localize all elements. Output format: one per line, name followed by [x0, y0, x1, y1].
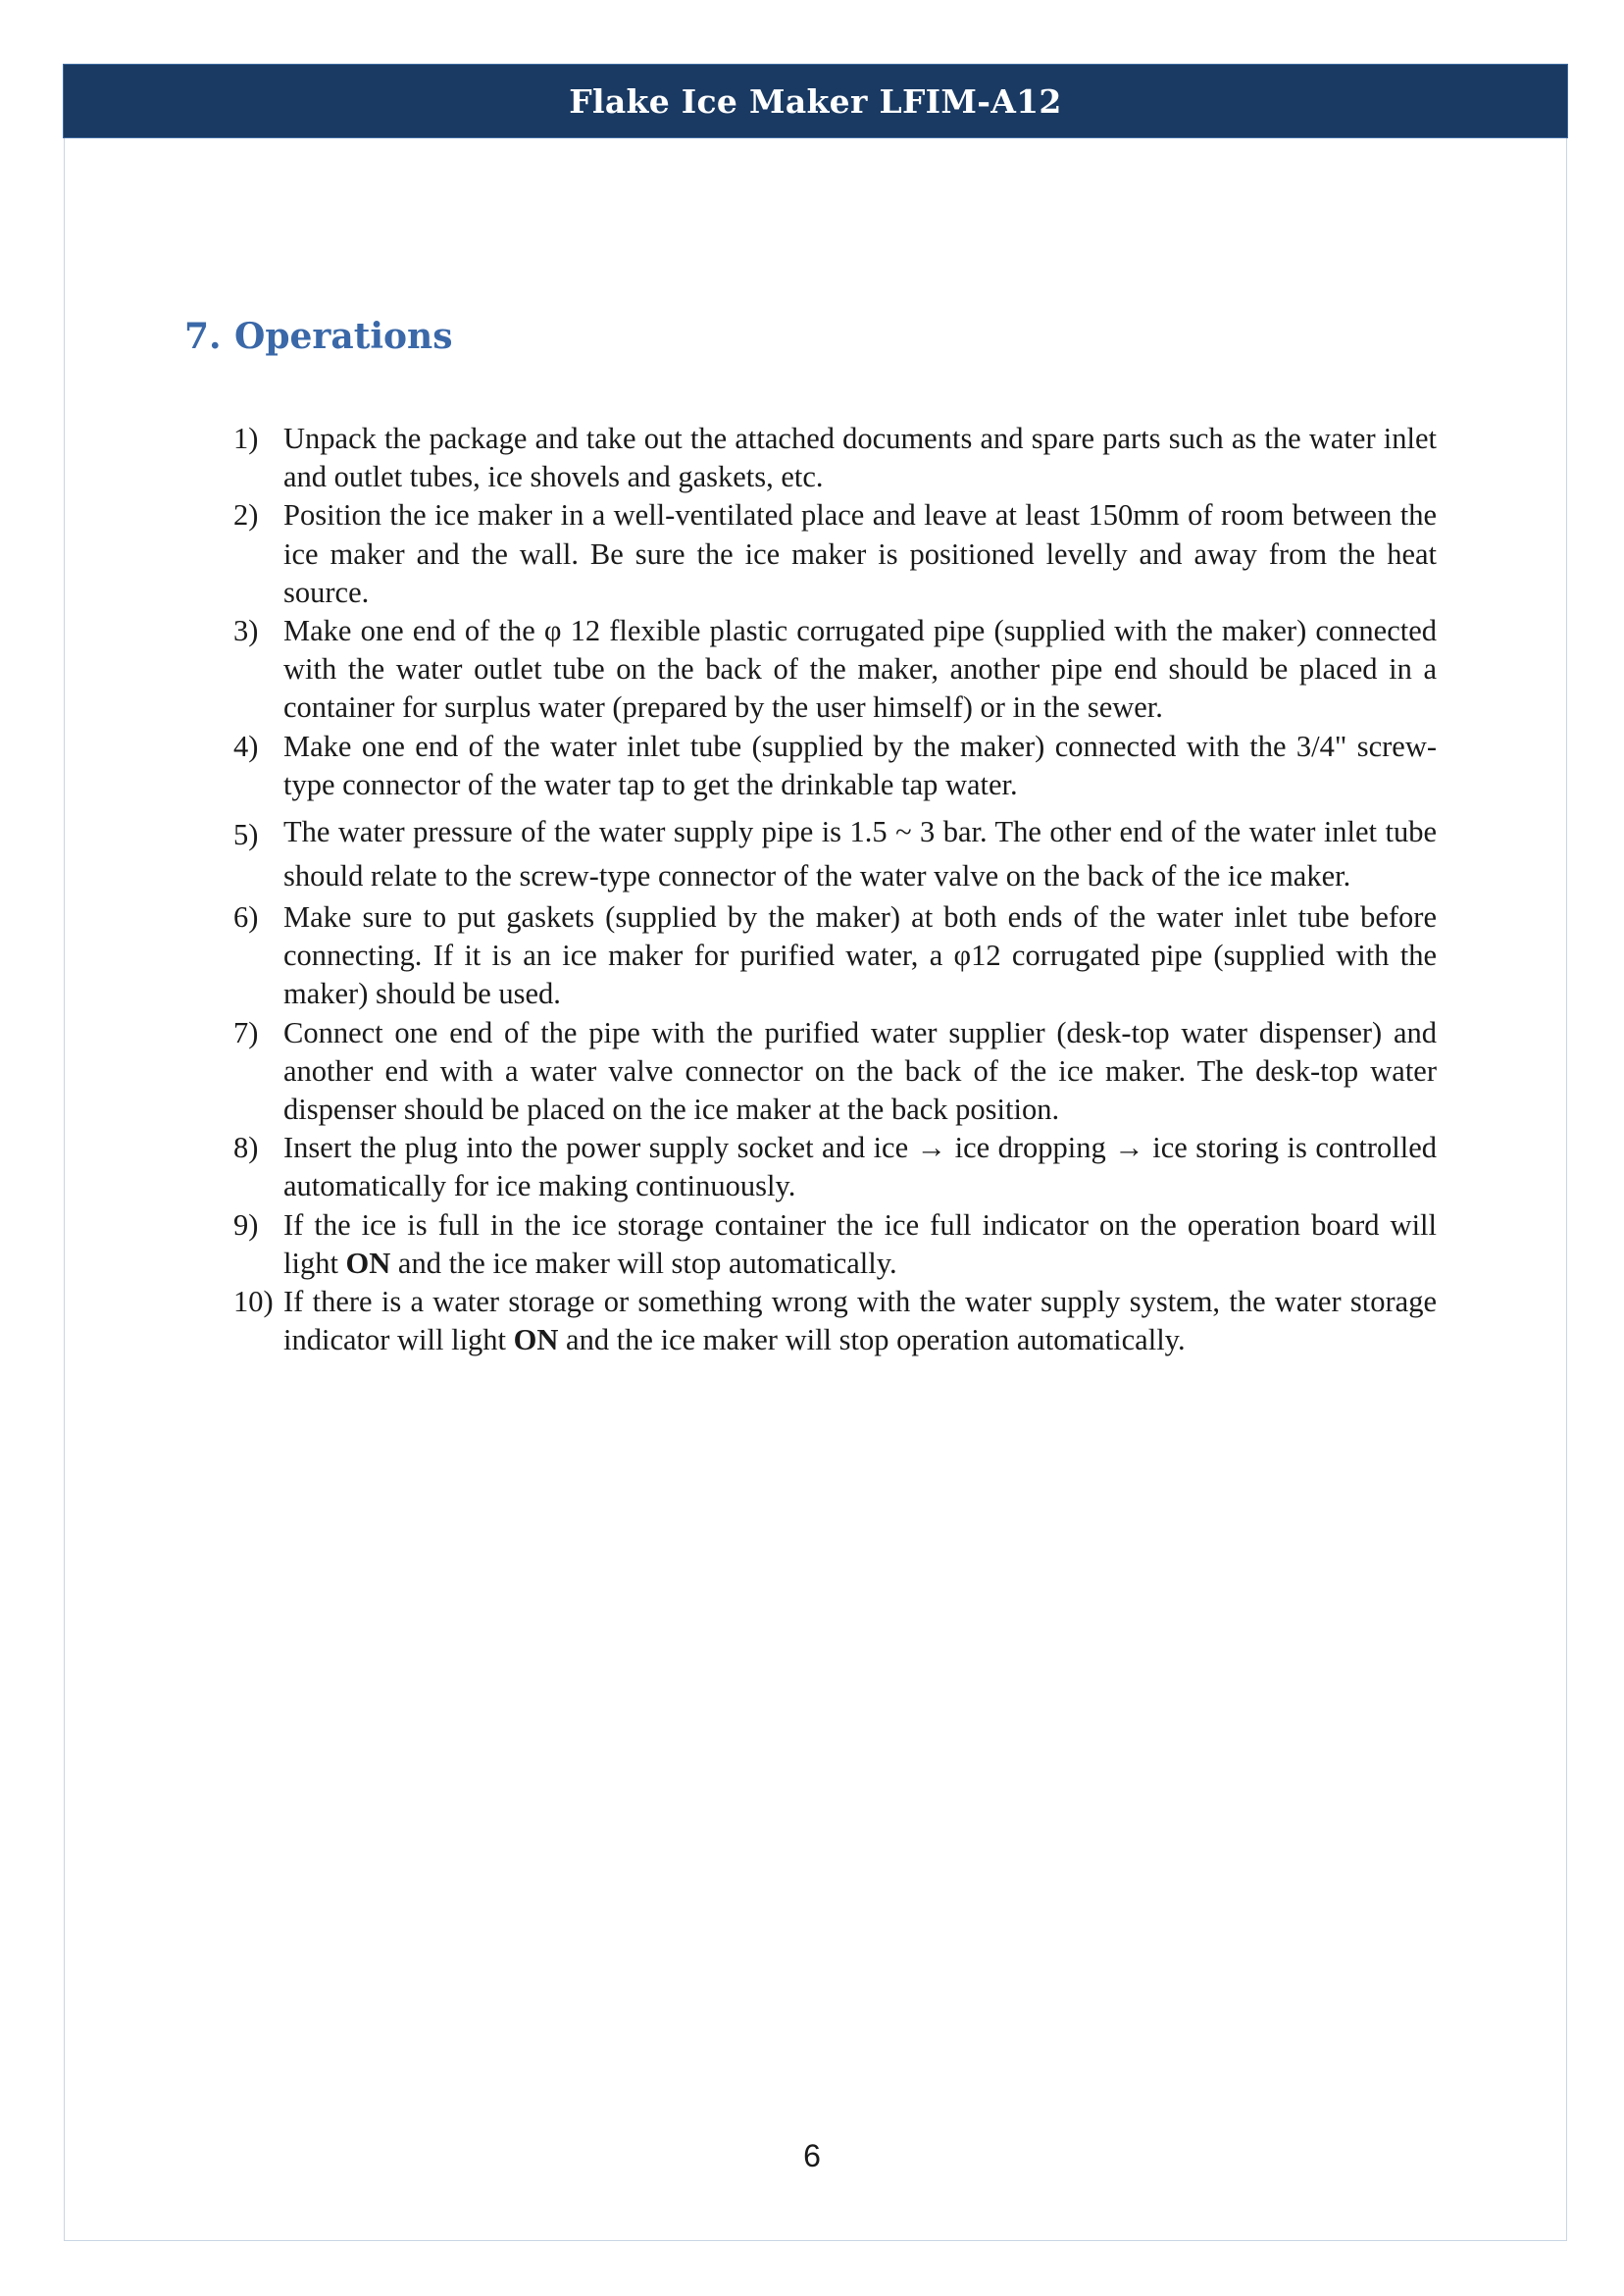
list-item [233, 1283, 1437, 1359]
item-number: 4) [233, 729, 259, 763]
item-text-part: If there is a water storage or something wrong with the water supply system, the water storage indicator will light [283, 1285, 1437, 1357]
item-text: Connect one end of the pipe with the purified water supplier (desk-top water dispenser) and another end with a water valve connector on the back of the ice maker. The desk-top water dispenser should be placed on the ice maker at the back position. [283, 1015, 1437, 1127]
item-text: The water pressure of the water supply pipe is 1.5 ~ 3 bar. The other end of the water inlet tube should relate to the screw-type connector of the water valve on the back of the ice maker. [283, 815, 1437, 893]
list-item [233, 728, 1437, 804]
item-number: 6) [233, 900, 259, 935]
emphasis-on: ON [513, 1323, 559, 1357]
item-text-part: and the ice maker will stop operation automatically. [558, 1323, 1186, 1357]
item-text [283, 1283, 1437, 1359]
list-item [233, 810, 1437, 898]
item-number: 10) [233, 1285, 274, 1319]
item-number: 9) [233, 1207, 259, 1242]
section-heading [184, 316, 453, 357]
item-text: Unpack the package and take out the attached documents and spare parts such as the water inlet and outlet tubes, ice shovels and gaskets, etc. [283, 422, 1437, 494]
list-item [233, 1129, 1437, 1205]
item-text: Insert the plug into the power supply socket and ice → ice dropping → ice storing is controlled automatically for ice making continuously. [283, 1131, 1437, 1203]
item-text: Make one end of the water inlet tube (supplied by the maker) connected with the 3/4" screw-type connector of the water tap to get the drinkable tap water. [283, 729, 1437, 801]
item-number: 7) [233, 1015, 259, 1049]
item-number: 3) [233, 614, 259, 648]
list-item [233, 612, 1437, 728]
list-item [233, 898, 1437, 1014]
emphasis-on: ON [345, 1246, 391, 1280]
item-text: Position the ice maker in a well-ventilated place and leave at least 150mm of room between the ice maker and the wall. Be sure the ice maker is positioned levelly and away from the heat source. [283, 498, 1437, 609]
item-text: Make one end of the φ 12 flexible plastic corrugated pipe (supplied with the maker) connected with the water outlet tube on the back of the maker, another pipe end should be placed in a container for surplus water (prepared by the user himself) or in the sewer. [283, 614, 1437, 725]
item-text-part: and the ice maker will stop automatically. [390, 1246, 897, 1280]
item-text-part: If the ice is full in the ice storage container the ice full indicator on the operation board will light [283, 1207, 1437, 1280]
document-title: Flake Ice Maker LFIM-A12 [569, 81, 1062, 121]
item-number: 1) [233, 422, 259, 455]
list-item [233, 496, 1437, 612]
item-number: 5) [233, 818, 259, 852]
item-number: 2) [233, 498, 259, 533]
list-item [233, 420, 1437, 496]
item-number: 8) [233, 1131, 259, 1165]
section-title: Operations [234, 316, 453, 357]
document-header [63, 64, 1568, 138]
item-text [283, 1206, 1437, 1283]
page-number: 6 [803, 2138, 821, 2173]
section-number: 7. [184, 316, 222, 357]
list-item [233, 1014, 1437, 1130]
operations-list [233, 420, 1437, 1359]
list-item [233, 1206, 1437, 1283]
item-text: Make sure to put gaskets (supplied by the maker) at both ends of the water inlet tube before connecting. If it is an ice maker for purified water, a φ12 corrugated pipe (supplied with the maker) should be used. [283, 900, 1437, 1011]
